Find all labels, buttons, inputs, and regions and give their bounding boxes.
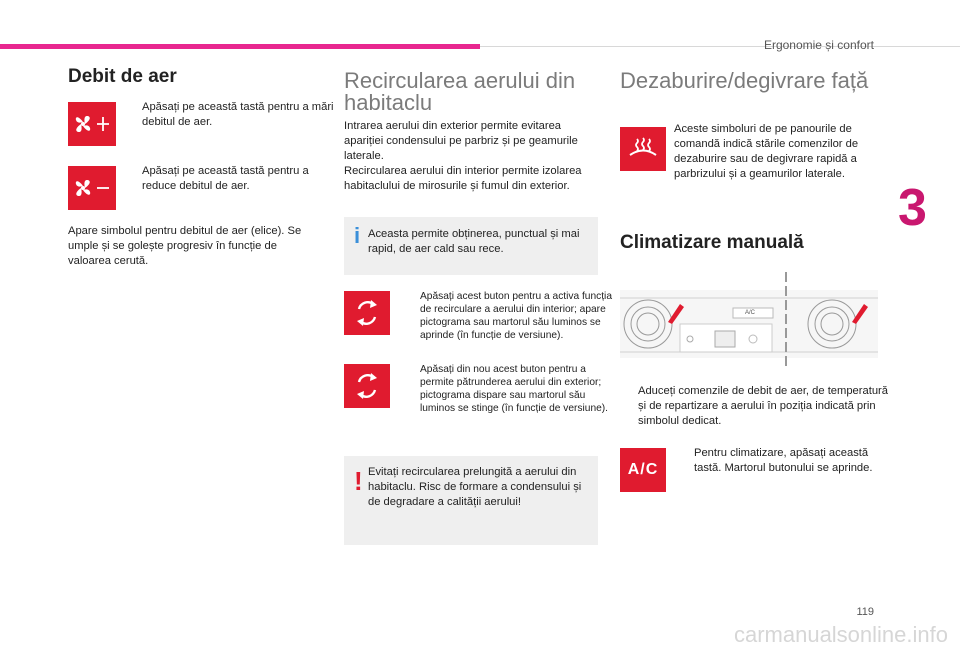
panel-ac-label: A/C [745, 310, 756, 316]
section-title-recirculare: Recircularea aerului din habitaclu [344, 68, 576, 115]
fan-plus-icon [72, 112, 112, 136]
watermark: carmanualsonline.info [733, 622, 948, 647]
header-accent-bar [0, 44, 480, 49]
list-item: Pentru climatizare, apăsați această tastă. Martorul butonului se aprinde. [694, 447, 873, 474]
list-item: Apăsați acest buton pentru a activa funcția de recirculare a aerului din interior; apare pictograma sau martorul său luminos se aprinde (în funcție de versiune). [420, 291, 612, 341]
page-number: 119 [856, 606, 874, 618]
fan-minus-icon [72, 176, 112, 200]
list-item: Aduceți comenzile de debit de aer, de temperatură și de repartizare a aerului în poziția indicată prin simbolul dedicat. [638, 385, 889, 427]
warning-icon: ! [354, 466, 363, 496]
info-text: Aceasta permite obținerea, punctual și mai rapid, de aer cald sau rece. [368, 228, 580, 255]
chapter-number: 3 [898, 179, 927, 237]
ac-button-icon [620, 448, 666, 492]
paragraph-debit: Apare simbolul pentru debitul de aer (elice). Se umple și se golește progresiv în funcție de valoarea cerută. [68, 225, 302, 267]
warning-text: Evitați recircularea prelungită a aerului din habitaclu. Risc de formare a condensului și de degradare a calității aerului! [368, 466, 582, 508]
defrost-button-icon [620, 127, 666, 171]
header-rule [480, 46, 960, 47]
section-title-dezaburire: Dezaburire/degivrare față [620, 68, 869, 93]
header-title: Ergonomie și confort [763, 38, 874, 52]
windshield-defrost-icon [627, 135, 659, 163]
fan-minus-button-icon [68, 166, 116, 210]
section-title-climatizare: Climatizare manuală [620, 232, 804, 253]
paragraph-recirculare-2: Recircularea aerului din interior permite izolarea habitaclului de mirosurile și fumul din exterior. [344, 165, 582, 192]
info-icon: i [354, 223, 361, 248]
paragraph-recirculare-1: Intrarea aerului din exterior permite evitarea apariției condensului pe parbriz și pe geamurile laterale. [344, 120, 578, 162]
recirculation-icon [353, 372, 381, 400]
warning-box [344, 456, 598, 545]
list-item: Apăsați pe această tastă pentru a reduce debitul de aer. [142, 165, 309, 192]
recirculation-button-icon [344, 291, 390, 335]
control-panel-illustration [620, 270, 878, 370]
fan-plus-button-icon [68, 102, 116, 146]
info-box [344, 217, 598, 275]
section-title-debit: Debit de aer [68, 66, 177, 87]
recirculation-icon [353, 299, 381, 327]
list-item: Apăsați din nou acest buton pentru a permite pătrunderea aerului din exterior; pictograma dispare sau martorul său luminos se stinge (în funcție de versiune). [420, 364, 608, 414]
control-panel-drawing [620, 270, 878, 370]
defrost-paragraph: Aceste simboluri de pe panourile de comandă indică stările comenzilor de dezaburire sau de degivrare rapidă a parbrizului și a geamurilor laterale. [674, 123, 859, 180]
list-item: Apăsați pe această tastă pentru a mări debitul de aer. [142, 101, 334, 128]
ac-icon: A/C [627, 461, 659, 478]
recirculation-button-icon [344, 364, 390, 408]
